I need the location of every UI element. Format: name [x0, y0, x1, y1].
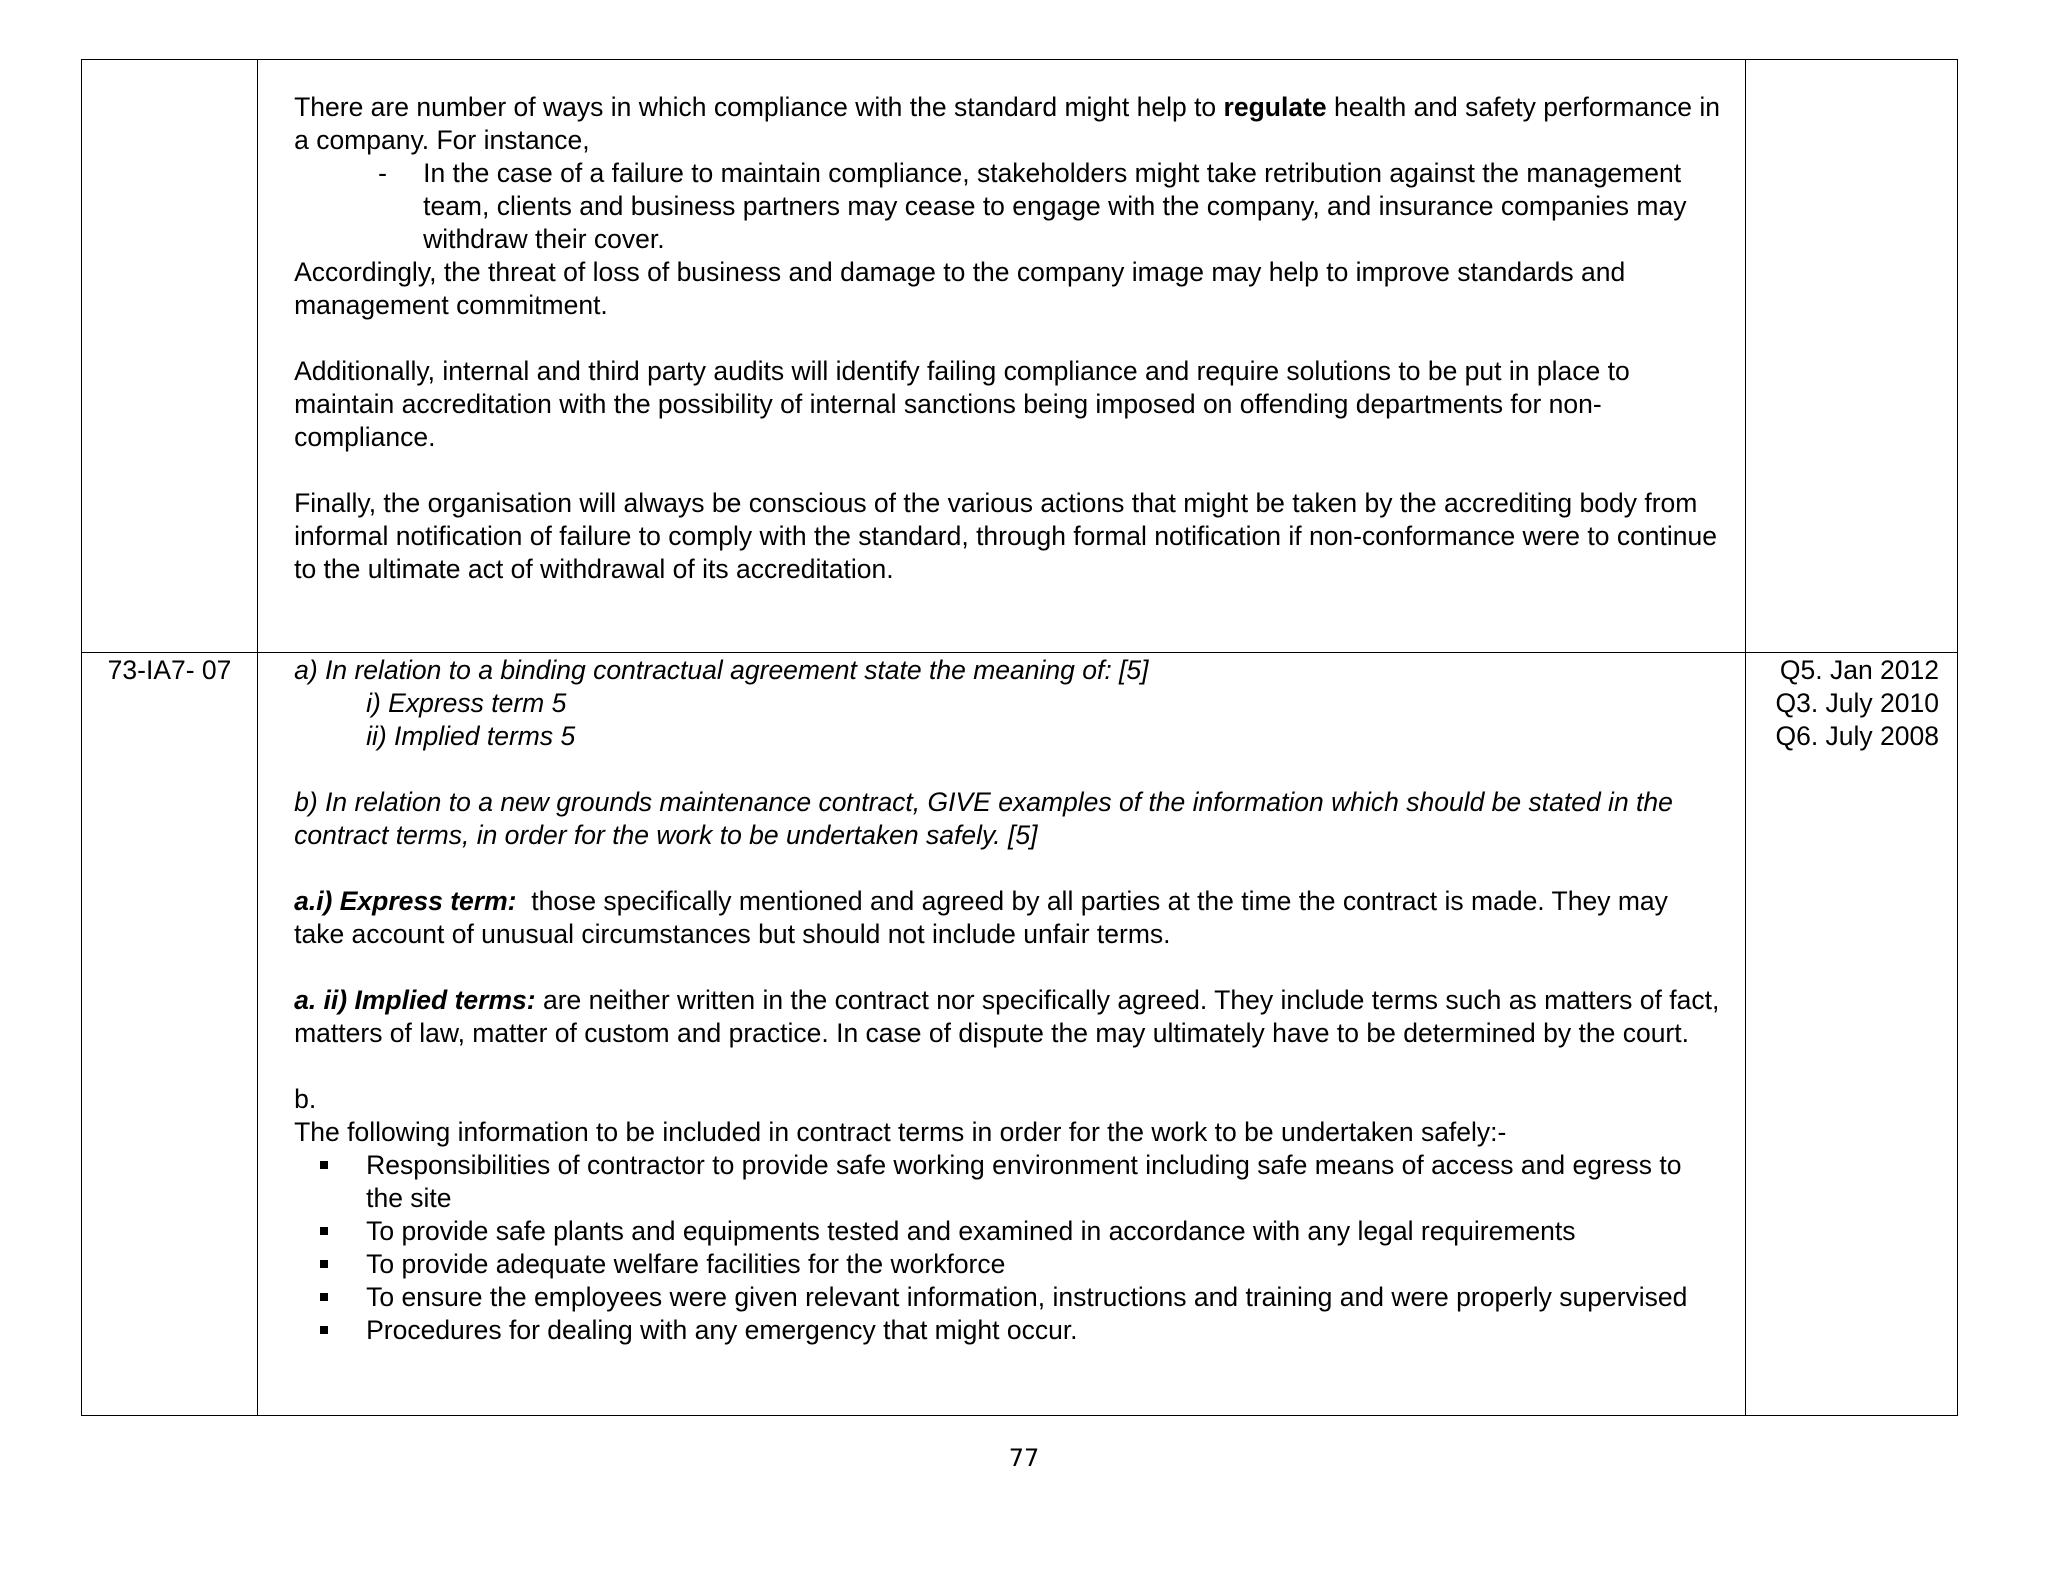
exam-reference-cell	[1745, 653, 1957, 1416]
list-item: Procedures for dealing with any emergency that might occur.	[294, 1314, 1725, 1347]
question-a-ii: ii) Implied terms 5	[366, 721, 576, 751]
exam-reference-cell	[1745, 60, 1957, 653]
accordingly-paragraph: Accordingly, the threat of loss of business and damage to the company image may help to improve standards and management commitment.	[294, 257, 1626, 320]
answer-a-ii: a. ii) Implied terms: are neither written in the contract nor specifically agreed. They include terms such as matters of fact, matters of law, matter of custom and practice. In case of dispute the may ultimately have to be determined by the court.	[294, 985, 1720, 1048]
question-a-i: i) Express term 5	[366, 688, 567, 718]
exam-reference: Q3. July 2010	[1775, 688, 1939, 718]
list-item: Responsibilities of contractor to provide safe working environment including safe means of access and egress to the site	[294, 1149, 1725, 1215]
intro-paragraph: There are number of ways in which compliance with the standard might help to regulate health and safety performance in a company. For instance,	[294, 92, 1720, 155]
finally-paragraph: Finally, the organisation will always be conscious of the various actions that might be taken by the accrediting body from informal notification of failure to comply with the standard, through formal notification if non-conformance were to continue to the ultimate act of withdrawal of its accreditation.	[294, 488, 1718, 584]
table-row	[82, 60, 1958, 653]
answer-a-ii-label: a. ii) Implied terms:	[294, 985, 536, 1015]
square-bullet-icon	[320, 1227, 328, 1235]
square-bullet-icon	[320, 1293, 328, 1301]
exam-reference: Q6. July 2008	[1775, 721, 1939, 751]
answer-b-list	[294, 1149, 1725, 1347]
additionally-paragraph: Additionally, internal and third party audits will identify failing compliance and require solutions to be put in place to maintain accreditation with the possibility of internal sanctions being imposed on offending departments for non-compliance.	[294, 356, 1630, 452]
answer-b-label: b.	[294, 1084, 317, 1114]
answer-a-i: a.i) Express term: those specifically mentioned and agreed by all parties at the time the contract is made. They may take account of unusual circumstances but should not include unfair terms.	[294, 886, 1676, 949]
answer-b-intro: The following information to be included in contract terms in order for the work to be undertaken safely:-	[294, 1117, 1507, 1147]
square-bullet-icon	[320, 1326, 328, 1334]
dash-list-item: - In the case of a failure to maintain compliance, stakeholders might take retribution against the management team, clients and business partners may cease to engage with the company, and insurance companies may withdraw their cover.	[378, 158, 1687, 254]
question-b: b) In relation to a new grounds maintenance contract, GIVE examples of the information which should be stated in the contract terms, in order for the work to be undertaken safely. [5]	[294, 787, 1673, 850]
square-bullet-icon	[320, 1260, 328, 1268]
answer-cell	[258, 653, 1746, 1416]
regulate-emphasis: regulate	[1223, 92, 1327, 122]
dash-marker: -	[378, 158, 387, 188]
question-id-cell: 73-IA7- 07	[82, 653, 258, 1416]
answer-table	[81, 59, 1958, 1416]
list-item: To provide safe plants and equipments tested and examined in accordance with any legal requirements	[294, 1215, 1725, 1248]
list-item: To ensure the employees were given relevant information, instructions and training and were properly supervised	[294, 1281, 1725, 1314]
answer-a-i-label: a.i) Express term:	[294, 886, 517, 916]
square-bullet-icon	[320, 1161, 328, 1169]
list-item: To provide adequate welfare facilities for the workforce	[294, 1248, 1725, 1281]
question-id-cell	[82, 60, 258, 653]
exam-reference: Q5. Jan 2012	[1779, 655, 1939, 685]
answer-cell	[258, 60, 1746, 653]
page-number: 77	[1008, 1444, 1040, 1472]
question-a: a) In relation to a binding contractual agreement state the meaning of: [5]	[294, 655, 1149, 685]
table-row	[82, 653, 1958, 1416]
